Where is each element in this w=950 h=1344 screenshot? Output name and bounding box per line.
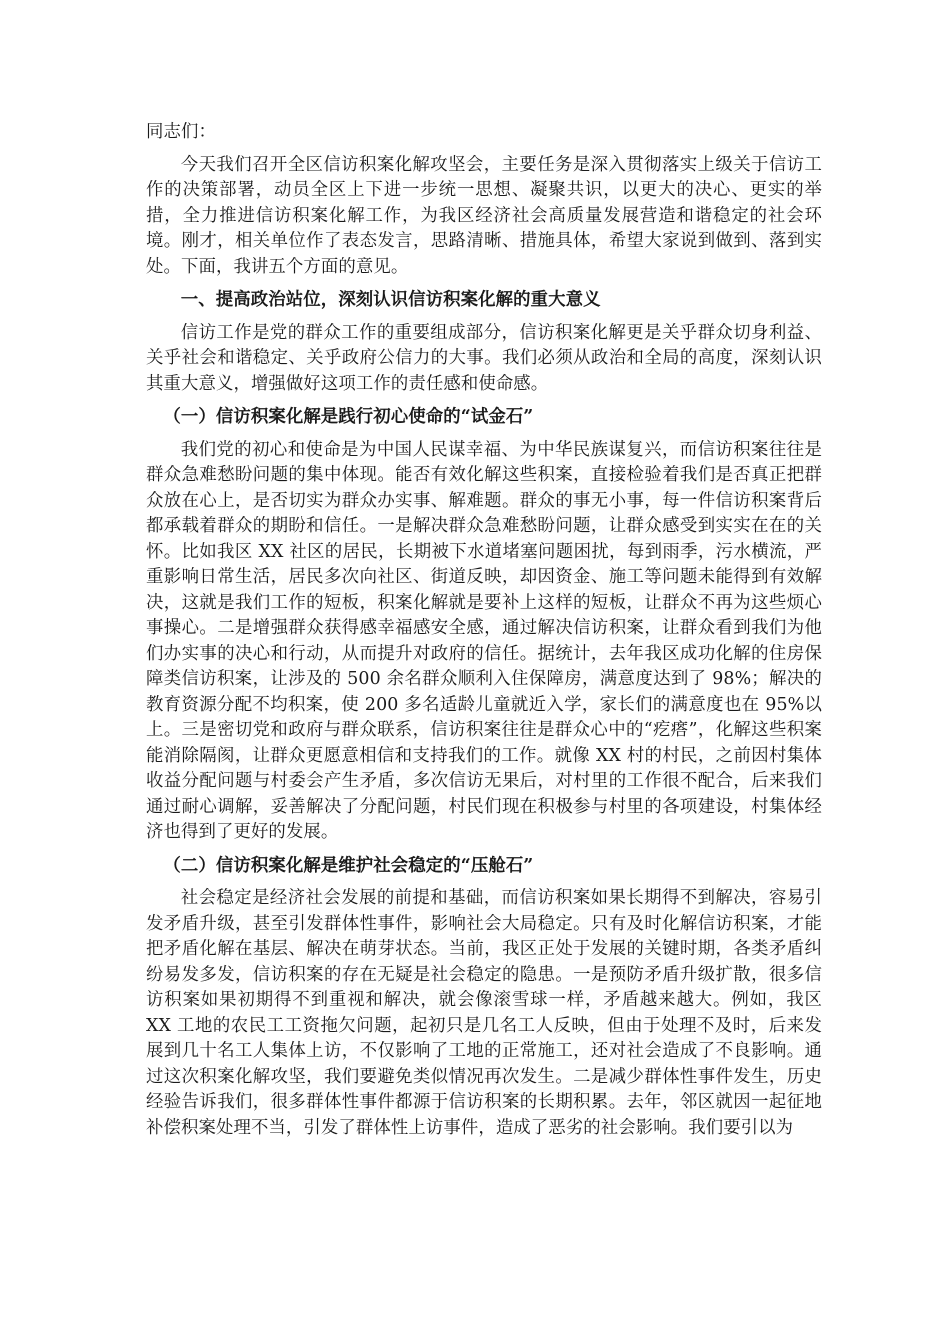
intro-paragraph: 今天我们召开全区信访积案化解攻坚会，主要任务是深入贯彻落实上级关于信访工作的决策部署，动员全区上下进一步统一思想、凝聚共识，以更大的决心、更实的举措，全力推进信访积案化解工作，为我区经济社会高质量发展营造和谐稳定的社会环境。刚才，相关单位作了表态发言，思路清晰、措施具体，希望大家说到做到、落到实处。下面，我讲五个方面的意见。 bbox=[146, 154, 822, 277]
greeting: 同志们： bbox=[146, 122, 216, 142]
subsection-body-1: 我们党的初心和使命是为中国人民谋幸福、为中华民族谋复兴，而信访积案往往是群众急难愁盼问题的集中体现。能否有效化解这些积案，直接检验着我们是否真正把群众放在心上，是否切实为群众办实事、解难题。群众的事无小事，每一件信访积案背后都承载着群众的期盼和信任。一是解决群众急难愁盼问题，让群众感受到实实在在的关怀。比如我区 XX 社区的居民，长期被下水道堵塞问题困扰，每到雨季，污水横流，严重影响日常生活，居民多次向社区、街道反映，却因资金、施工等问题未能得到有效解决，这就是我们工作的短板，积案化解就是要补上这样的短板，让群众不再为这些烦心事操心。二是增强群众获得感幸福感安全感，通过解决信访积案，让群众看到我们为他们办实事的决心和行动，从而提升对政府的信任。据统计，去年我区成功化解的住房保障类信访积案，让涉及的 500 余名群众顺利入住保障房，满意度达到了 98%；解决的教育资源分配不均积案，使 200 多名适龄儿童就近入学，家长们的满意度也在 95%以上。三是密切党和政府与群众联系，信访积案往往是群众心中的“疙瘩”，化解这些积案能消除隔阂，让群众更愿意相信和支持我们的工作。就像 XX 村的村民，之前因村集体收益分配问题与村委会产生矛盾，多次信访无果后，对村里的工作很不配合，后来我们通过耐心调解，妥善解决了分配问题，村民们现在积极参与村里的各项建设，村集体经济也得到了更好的发展。 bbox=[146, 439, 822, 842]
section-heading: 一、提高政治站位，深刻认识信访积案化解的重大意义 bbox=[180, 290, 601, 310]
section-intro-paragraph: 信访工作是党的群众工作的重要组成部分，信访积案化解更是关乎群众切身利益、关乎社会和谐稳定、关乎政府公信力的大事。我们必须从政治和全局的高度，深刻认识其重大意义，增强做好这项工作的责任感和使命感。 bbox=[146, 322, 822, 394]
document-page bbox=[146, 120, 822, 1149]
subsection-body-2: 社会稳定是经济社会发展的前提和基础，而信访积案如果长期得不到解决，容易引发矛盾升级，甚至引发群体性事件，影响社会大局稳定。只有及时化解信访积案，才能把矛盾化解在基层、解决在萌芽状态。当前，我区正处于发展的关键时期，各类矛盾纠纷易发多发，信访积案的存在无疑是社会稳定的隐患。一是预防矛盾升级扩散，很多信访积案如果初期得不到重视和解决，就会像滚雪球一样，矛盾越来越大。例如，我区 XX 工地的农民工工资拖欠问题，起初只是几名工人反映，但由于处理不及时，后来发展到几十名工人集体上访，不仅影响了工地的正常施工，还对社会造成了不良影响。通过这次积案化解攻坚，我们要避免类似情况再次发生。二是减少群体性事件发生，历史经验告诉我们，很多群体性事件都源于信访积案的长期积累。去年，邻区就因一起征地补偿积案处理不当，引发了群体性上访事件，造成了恶劣的社会影响。我们要引以为 bbox=[146, 888, 822, 1138]
subsection-heading-2: （二）信访积案化解是维护社会稳定的“压舱石” bbox=[163, 855, 534, 876]
subsection-heading-1: （一）信访积案化解是践行初心使命的“试金石” bbox=[163, 407, 534, 427]
